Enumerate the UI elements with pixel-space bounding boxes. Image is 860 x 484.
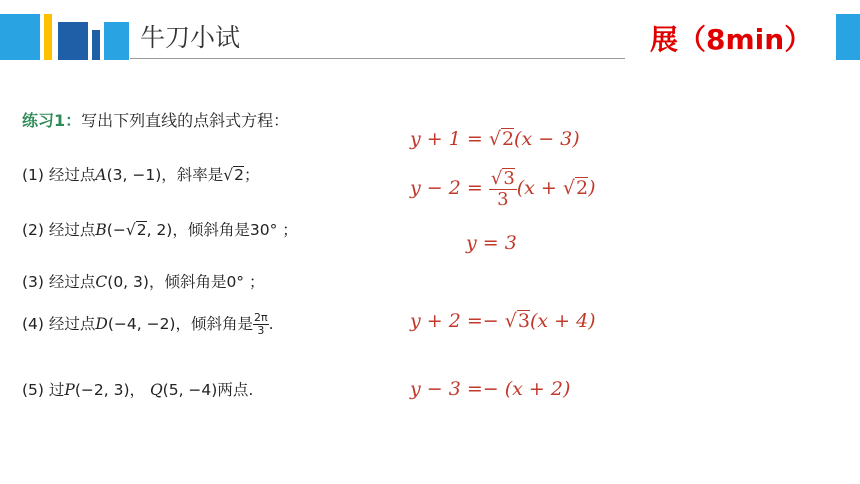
point-name: B bbox=[95, 221, 107, 239]
item-separator: ， bbox=[129, 381, 146, 399]
sqrt-radicand: 2 bbox=[576, 176, 589, 199]
fraction-numerator: 2π bbox=[254, 311, 268, 325]
point-coords: (−4, −2) bbox=[107, 315, 176, 333]
answer-5 bbox=[410, 378, 570, 400]
item-number: (3) 经过点 bbox=[22, 273, 96, 291]
item-number: (4) 经过点 bbox=[22, 315, 96, 333]
answer-rhs: (x + 4) bbox=[529, 310, 596, 332]
item-end: 两点. bbox=[217, 381, 254, 399]
answer-lhs: y − 2 = bbox=[410, 176, 489, 199]
time-tag: 展（8min） bbox=[650, 23, 813, 56]
page-title: 牛刀小试 bbox=[140, 23, 241, 52]
item-text: ，倾斜角是30° bbox=[172, 221, 278, 239]
answer-lhs: y + 2 =− bbox=[410, 310, 505, 332]
point-coords-end: , 2) bbox=[146, 221, 173, 239]
exercise-item-5 bbox=[22, 378, 253, 400]
answer-1: y + 1 = √2(x − 3) bbox=[410, 128, 580, 150]
item-end: ； bbox=[249, 273, 265, 291]
fraction-denominator: 3 bbox=[497, 188, 509, 210]
answer-4: y + 2 =− √3(x + 4) bbox=[410, 310, 596, 332]
item-end: ； bbox=[282, 221, 298, 239]
sqrt-radicand: 2 bbox=[136, 221, 147, 239]
exercise-item-2: (2) 经过点B(−√2, 2)，倾斜角是30° ； bbox=[22, 221, 298, 239]
answer-rhs: (x − 3) bbox=[514, 128, 580, 150]
point-coords: (3, −1) bbox=[106, 166, 162, 184]
header-block-dark-thin bbox=[92, 30, 100, 60]
item-number: (5) 过 bbox=[22, 381, 65, 399]
answer-fraction bbox=[489, 168, 517, 210]
exercise-label: 练习1： bbox=[22, 111, 82, 130]
answer-2: y − 2 = $\frac{√3}{3}$ (x + √2) bbox=[410, 168, 596, 210]
point-name-2: Q bbox=[149, 381, 163, 399]
header-block-right bbox=[836, 14, 860, 60]
point-coords: (0, 3) bbox=[107, 273, 149, 291]
header-underline bbox=[130, 58, 625, 59]
answer-rhs: (x + bbox=[516, 176, 563, 199]
point-name: C bbox=[95, 273, 108, 291]
answer-rhs-end: ) bbox=[588, 176, 596, 199]
exercise-instruction: 写出下列直线的点斜式方程： bbox=[81, 111, 290, 130]
sqrt-radicand: 2 bbox=[501, 128, 515, 150]
answer-text: y = 3 bbox=[466, 232, 517, 254]
header-block-dark bbox=[58, 22, 88, 60]
sqrt-radicand: 3 bbox=[517, 310, 530, 332]
header-block-light bbox=[104, 22, 129, 60]
exercise-intro bbox=[22, 108, 289, 131]
answer-lhs: y + 1 = bbox=[410, 128, 489, 150]
point-name: P bbox=[64, 381, 75, 399]
header-block-yellow bbox=[44, 14, 52, 60]
item-end: . bbox=[268, 315, 274, 333]
point-name: D bbox=[95, 315, 108, 333]
item-text: ，倾斜角是0° bbox=[148, 273, 245, 291]
point-coords-2: (5, −4) bbox=[162, 381, 218, 399]
exercise-item-3 bbox=[22, 270, 265, 292]
item-text: ，倾斜角是 bbox=[175, 315, 253, 333]
sqrt-radicand: 2 bbox=[234, 166, 245, 184]
angle-fraction bbox=[253, 312, 269, 336]
item-text: ，斜率是 bbox=[161, 166, 224, 184]
fraction-denominator: 3 bbox=[257, 324, 265, 337]
answer-text: y − 3 =− (x + 2) bbox=[410, 378, 571, 400]
point-coords: (− bbox=[106, 221, 126, 239]
item-number: (1) 经过点 bbox=[22, 166, 96, 184]
exercise-item-4 bbox=[22, 312, 274, 337]
answer-3 bbox=[466, 232, 517, 254]
exercise-item-1: (1) 经过点A(3, −1)，斜率是√2； bbox=[22, 166, 260, 184]
item-number: (2) 经过点 bbox=[22, 221, 96, 239]
sqrt-radicand: 3 bbox=[503, 168, 515, 189]
point-name: A bbox=[95, 166, 107, 184]
item-end: ； bbox=[244, 166, 260, 184]
point-coords: (−2, 3) bbox=[74, 381, 130, 399]
fraction-numerator: √3 bbox=[490, 168, 515, 189]
header-block-left bbox=[0, 14, 40, 60]
